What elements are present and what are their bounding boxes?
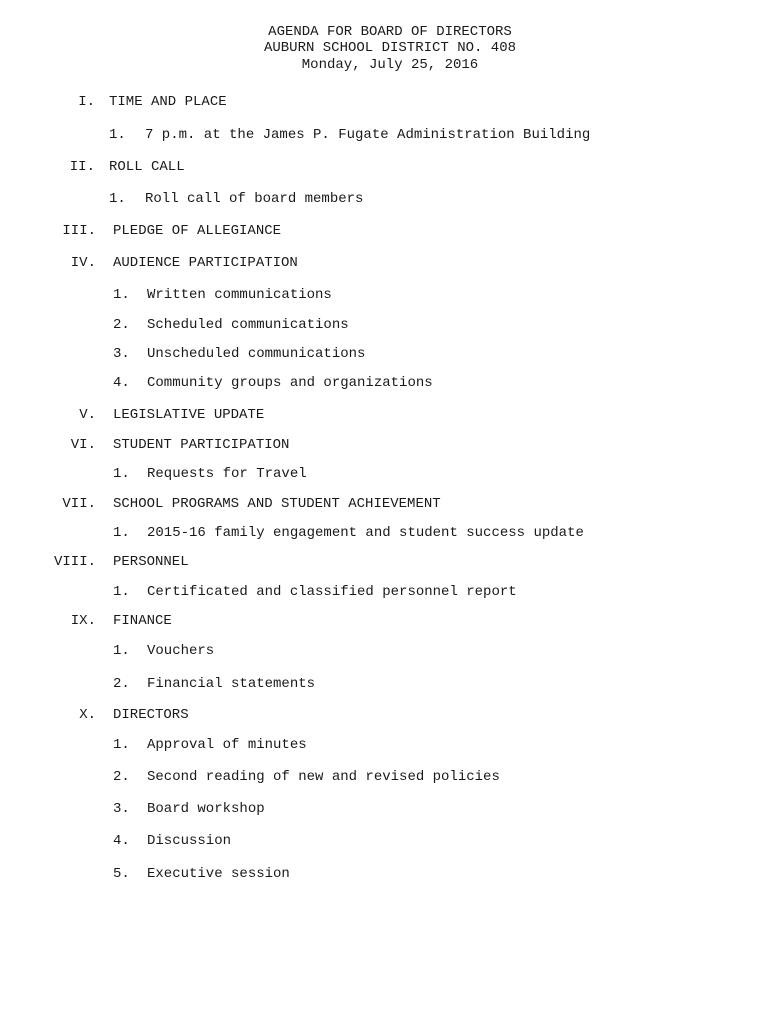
section-numeral: II.	[69, 159, 95, 175]
section-title: PLEDGE OF ALLEGIANCE	[113, 223, 282, 239]
item-number: 2.	[113, 317, 130, 333]
agenda-item: Discussion	[147, 833, 232, 849]
agenda-item: Roll call of board members	[145, 191, 364, 207]
agenda-item: Executive session	[147, 866, 290, 882]
section-title: DIRECTORS	[113, 707, 189, 723]
section-title: STUDENT PARTICIPATION	[113, 437, 290, 453]
item-number: 4.	[113, 833, 130, 849]
agenda-item: Approval of minutes	[147, 737, 307, 753]
agenda-item: 2015-16 family engagement and student success update	[147, 525, 584, 541]
agenda-item: Certificated and classified personnel report	[147, 584, 517, 600]
item-number: 1.	[113, 466, 130, 482]
agenda-item: Scheduled communications	[147, 317, 349, 333]
section-numeral: IX.	[70, 613, 96, 629]
item-number: 1.	[109, 191, 126, 207]
section-title: AUDIENCE PARTICIPATION	[113, 255, 298, 271]
section-numeral: VIII.	[53, 554, 96, 570]
item-number: 4.	[113, 375, 130, 391]
section-numeral: III.	[62, 223, 96, 239]
section-numeral: X.	[79, 707, 96, 723]
item-number: 2.	[113, 769, 130, 785]
section-numeral: IV.	[70, 255, 96, 271]
section-title: PERSONNEL	[113, 554, 189, 570]
item-number: 5.	[113, 866, 130, 882]
agenda-item: Vouchers	[147, 643, 215, 659]
item-number: 1.	[109, 127, 126, 143]
section-numeral: VI.	[70, 437, 96, 453]
item-number: 1.	[113, 643, 130, 659]
meeting-date: Monday, July 25, 2016	[301, 57, 479, 73]
agenda-item: 7 p.m. at the James P. Fugate Administration Building	[145, 127, 591, 143]
agenda-item: Financial statements	[147, 676, 316, 692]
section-title: FINANCE	[113, 613, 172, 629]
item-number: 1.	[113, 287, 130, 303]
section-title: LEGISLATIVE UPDATE	[113, 407, 265, 423]
agenda-item: Second reading of new and revised policies	[147, 769, 500, 785]
agenda-item: Community groups and organizations	[147, 375, 433, 391]
item-number: 3.	[113, 346, 130, 362]
district-name: AUBURN SCHOOL DISTRICT NO. 408	[263, 40, 517, 56]
item-number: 1.	[113, 737, 130, 753]
item-number: 2.	[113, 676, 130, 692]
agenda-item: Board workshop	[147, 801, 265, 817]
section-title: ROLL CALL	[109, 159, 185, 175]
section-numeral: I.	[78, 94, 95, 110]
agenda-title: AGENDA FOR BOARD OF DIRECTORS	[268, 24, 512, 40]
agenda-item: Unscheduled communications	[147, 346, 366, 362]
section-title: SCHOOL PROGRAMS AND STUDENT ACHIEVEMENT	[113, 496, 441, 512]
section-numeral: V.	[79, 407, 96, 423]
section-title: TIME AND PLACE	[109, 94, 227, 110]
agenda-item: Written communications	[147, 287, 332, 303]
item-number: 1.	[113, 525, 130, 541]
section-numeral: VII.	[62, 496, 96, 512]
item-number: 1.	[113, 584, 130, 600]
item-number: 3.	[113, 801, 130, 817]
agenda-item: Requests for Travel	[147, 466, 307, 482]
